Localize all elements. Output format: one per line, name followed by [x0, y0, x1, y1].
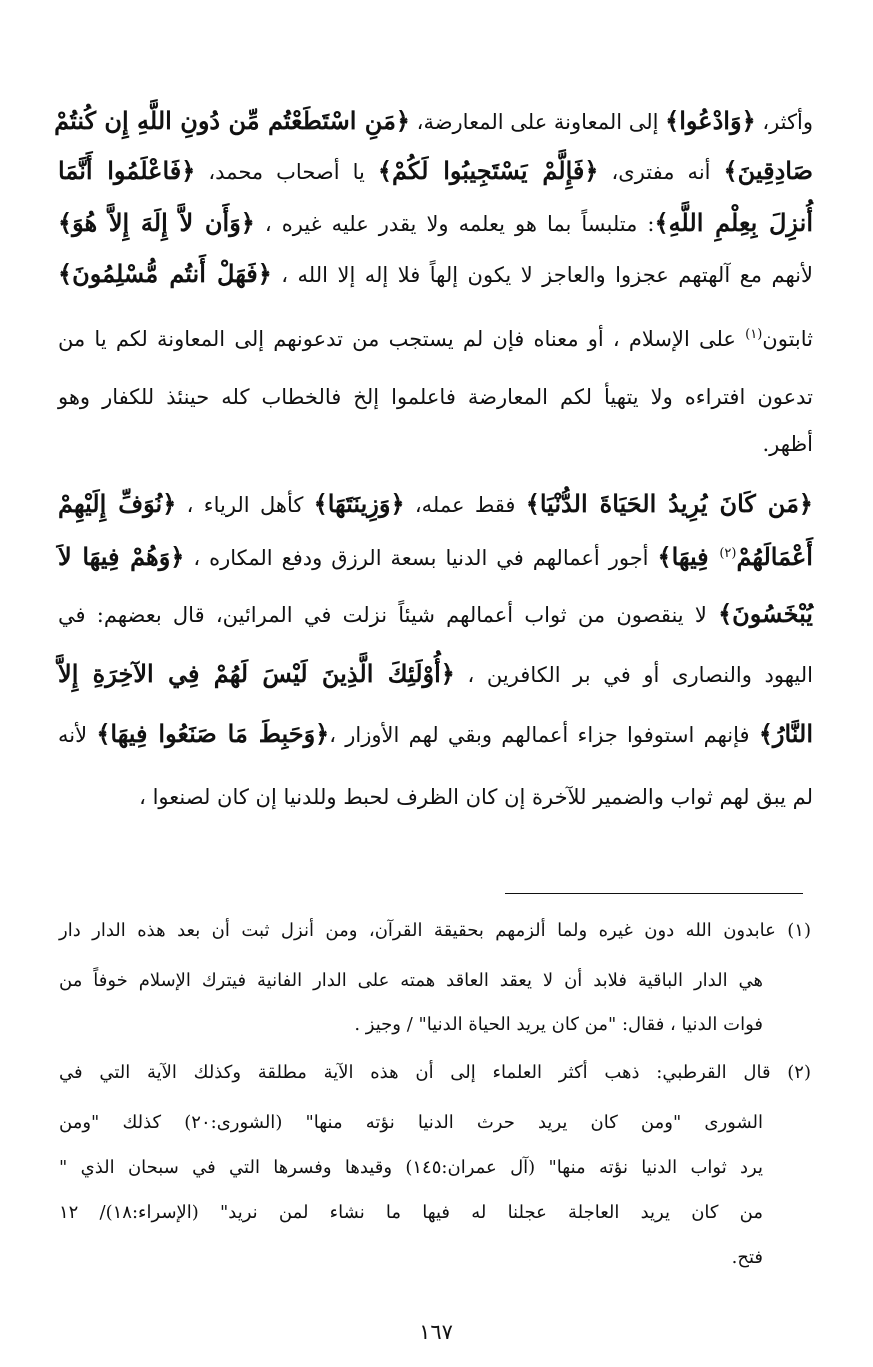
footnote-reference: (٢) [719, 546, 737, 561]
commentary-text: أجور أعمالهم في الدنيا بسعة الرزق ودفع المكاره ، [184, 546, 658, 570]
commentary-text: يا أصحاب محمد، [195, 160, 378, 184]
quran-verse: أُنزِلَ بِعِلْمِ اللَّهِ﴾ [654, 208, 814, 237]
quran-verse: ﴿مَنِ اسْتَطَعْتُم مِّن دُونِ اللَّهِ إِن كُنتُمْ [54, 106, 410, 135]
footnote-line: يرد ثواب الدنيا نؤته منها" (آل عمران:١٤٥) وقيدها وفسرها التي في سبحان الذي " [59, 1157, 764, 1178]
commentary-text: : متلبساً بما هو يعلمه ولا يقدر عليه غيره ، [254, 212, 655, 236]
quran-verse: أَعْمَالَهُمْ [736, 542, 813, 571]
body-line [58, 485, 813, 525]
body-line [58, 425, 813, 465]
footnote-line: فوات الدنيا ، فقال: "من كان يريد الحياة الدنيا" / وجيز . [354, 1014, 763, 1035]
page-number: ١٦٧ [419, 1320, 453, 1344]
quran-verse: ﴿وَأَن لاَّ إِلَهَ إِلاَّ هُوَ﴾ [58, 208, 255, 237]
quran-verse: فِيهَا﴾ [657, 542, 720, 571]
quran-verse: النَّارُ﴾ [758, 719, 813, 748]
commentary-text: على الإسلام ، أو معناه فإن لم يستجب من تدعونهم إلى المعاونة لكم يا من [58, 327, 746, 351]
quran-verse: ﴿وَحَبِطَ مَا صَنَعُوا فِيهَا﴾ [96, 719, 330, 748]
commentary-text: إلى المعاونة على المعارضة، [410, 110, 666, 134]
quran-verse: ﴿فَإِلَّمْ يَسْتَجِيبُوا لَكُمْ﴾ [377, 156, 599, 185]
commentary-text: تدعون افتراءه ولا يتهيأ لكم المعارضة فاعلموا إلخ فالخطاب كله حينئذ للكفار وهو [58, 385, 813, 409]
quran-verse: ﴿فَاعْلَمُوا أَنَّمَا [58, 156, 196, 185]
footnote-line: (٢) قال القرطبي: ذهب أكثر العلماء إلى أن هذه الآية مطلقة وكذلك الآية التي في [59, 1062, 811, 1083]
quran-verse: صَادِقِينَ﴾ [723, 156, 813, 185]
commentary-text: لم يبق لهم ثواب والضمير للآخرة إن كان الظرف لحبط وللدنيا إن كان لصنعوا ، [139, 785, 813, 809]
commentary-text: أظهر. [762, 432, 813, 456]
body-line [58, 655, 813, 695]
quran-verse: ﴿فَهَلْ أَنتُم مُّسْلِمُونَ﴾ [58, 259, 272, 288]
footnote-line: (١) عابدون الله دون غيره ولما ألزمهم بحقيقة القرآن، ومن أنزل ثبت أن بعد هذه الدار دار [59, 920, 811, 941]
commentary-text: ثابتون [762, 327, 813, 351]
quran-verse: ﴿وَزِينَتَهَا﴾ [313, 489, 405, 518]
quran-verse: ﴿مَن كَانَ يُرِيدُ الحَيَاةَ الدُّنْيَا﴾ [525, 489, 813, 518]
commentary-text: لا ينقصون من ثواب أعمالهم شيئاً نزلت في المرائين، قال بعضهم: في [58, 603, 719, 627]
footnote-line: من كان يريد العاجلة عجلنا له فيها ما نشاء لمن نريد" (الإسراء:١٨)/ ١٢ [59, 1202, 764, 1223]
commentary-text: كأهل الرياء ، [176, 493, 314, 517]
body-line [58, 595, 813, 635]
body-line [58, 715, 813, 755]
commentary-text: فإنهم استوفوا جزاء أعمالهم وبقي لهم الأوزار ، [329, 723, 759, 747]
commentary-text: اليهود والنصارى أو في بر الكافرين ، [454, 663, 813, 687]
quran-verse: ﴿وَادْعُوا﴾ [665, 106, 756, 135]
footnote-line: فتح. [731, 1247, 763, 1268]
footnote-separator [505, 893, 803, 894]
body-line [58, 778, 813, 818]
body-line [58, 204, 813, 244]
body-line [58, 152, 813, 192]
quran-verse: يُبْخَسُونَ﴾ [718, 599, 813, 628]
commentary-text: أنه مفترى، [598, 160, 724, 184]
body-line [58, 320, 813, 360]
quran-verse: ﴿نُوَفِّ إِلَيْهِمْ [58, 489, 177, 518]
quran-verse: ﴿وَهُمْ فِيهَا لاَ [58, 542, 185, 571]
commentary-text: وأكثر، [755, 110, 813, 134]
body-line [58, 538, 813, 578]
body-line [58, 378, 813, 418]
quran-verse: ﴿أُوْلَئِكَ الَّذِينَ لَيْسَ لَهُمْ فِي الآخِرَةِ إِلاَّ [58, 659, 455, 688]
footnote-line: الشورى "ومن كان يريد حرث الدنيا نؤته منها" (الشورى:٢٠) كذلك "ومن [59, 1112, 763, 1133]
footnote-line: هي الدار الباقية فلابد أن لا يعقد العاقد همته على الدار الفانية فيترك الإسلام خوفاً من [59, 970, 763, 991]
commentary-text: لأنهم مع آلهتهم عجزوا والعاجز لا يكون إلهاً فلا إله إلا الله ، [271, 263, 814, 287]
body-line [58, 255, 813, 295]
body-line [54, 102, 813, 142]
commentary-text: لأنه [58, 723, 97, 747]
commentary-text: فقط عمله، [404, 493, 526, 517]
footnote-reference: (١) [745, 327, 763, 342]
